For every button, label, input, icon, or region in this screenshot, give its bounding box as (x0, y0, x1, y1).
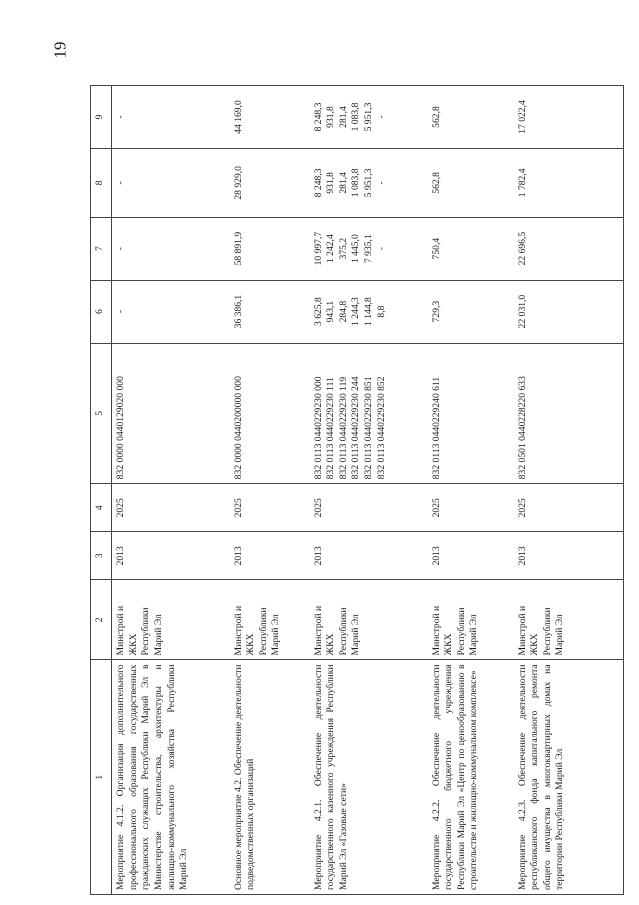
amount-value: 750,4 (430, 237, 442, 260)
amount-value: 22 031,0 (516, 294, 528, 329)
start-year-cell: 2013 (428, 532, 514, 580)
executor-cell: Минстрой и ЖКХ Республики Марий Эл (514, 580, 624, 660)
amount-cell (310, 149, 428, 218)
budget-table (90, 85, 624, 895)
table-row (310, 86, 428, 895)
amount-value: 1 782,4 (516, 168, 528, 198)
amount-value: - (375, 181, 387, 185)
budget-code-cell (310, 343, 428, 484)
table-body (112, 86, 624, 895)
measure-name-cell: Мероприятие 4.1.2. Организация дополнительного профессионального образования государственных гражданских служащих Республики Марий Эл в Министерстве строительства, архитектуры и жилищно-коммунального хозяйства Республики Марий Эл (112, 660, 230, 895)
amount-value: 36 386,1 (232, 294, 244, 329)
amount-value: 281,4 (337, 106, 349, 128)
amount-cell (514, 149, 624, 218)
budget-code-line: 832 0501 0440228220 633 (516, 376, 528, 480)
amount-value: - (115, 181, 126, 185)
measure-name-cell: Мероприятие 4.2.1. Обеспечение деятельности государственного казенного учреждения Республики Марий Эл «Газовые сети» (310, 660, 428, 895)
amount-value: 8 248,3 (312, 168, 324, 198)
amount-value: 284,8 (337, 300, 349, 323)
amount-value: - (375, 247, 387, 251)
amount-cell (230, 149, 310, 218)
column-header: 1 (91, 660, 112, 895)
amount-value: 7 935,1 (363, 234, 375, 264)
amount-cell (112, 217, 230, 280)
page-number: 19 (50, 41, 70, 59)
amount-value: 8,8 (375, 305, 387, 318)
amount-cell (112, 86, 230, 149)
measure-name-cell: Мероприятие 4.2.3. Обеспечение деятельности республиканского фонда капитального ремонта общего имущества в многоквартирных домах на территории Республики Марий Эл (514, 660, 624, 895)
end-year-cell: 2025 (310, 484, 428, 532)
end-year-cell: 2025 (428, 484, 514, 532)
column-header: 5 (91, 343, 112, 484)
table-row (428, 86, 514, 895)
budget-code-line: 832 0000 0440200000 000 (232, 376, 244, 480)
amount-value: 8 248,3 (312, 102, 324, 132)
table-row (514, 86, 624, 895)
amount-value: 1 242,4 (325, 234, 337, 264)
amount-value: 562,8 (430, 172, 442, 194)
amount-cell (230, 280, 310, 343)
amount-value: 562,8 (430, 106, 442, 128)
amount-value: - (115, 115, 126, 119)
amount-value: 58 891,9 (232, 231, 244, 266)
amount-cell (514, 217, 624, 280)
amount-cell (310, 280, 428, 343)
amount-value: 1 445,0 (350, 234, 362, 264)
amount-value: 281,4 (337, 172, 349, 194)
amount-value: 375,2 (337, 237, 349, 260)
amount-cell (428, 280, 514, 343)
budget-code-line: 832 0113 0440229230 111 (325, 377, 337, 480)
amount-value: 5 951,3 (363, 168, 375, 198)
amount-value: 943,1 (325, 300, 337, 323)
start-year-cell: 2013 (112, 532, 230, 580)
amount-value: 22 696,5 (516, 231, 528, 266)
amount-cell (112, 149, 230, 218)
budget-code-line: 832 0113 0440229230 244 (350, 376, 362, 480)
end-year-cell: 2025 (514, 484, 624, 532)
column-header: 4 (91, 484, 112, 532)
end-year-cell: 2025 (230, 484, 310, 532)
column-header: 2 (91, 580, 112, 660)
table-row (230, 86, 310, 895)
amount-value: 931,8 (325, 172, 337, 194)
amount-cell (310, 217, 428, 280)
executor-cell: Минстрой и ЖКХ Республики Марий Эл (112, 580, 230, 660)
end-year-cell: 2025 (112, 484, 230, 532)
column-header: 6 (91, 280, 112, 343)
table-row (112, 86, 230, 895)
measure-name-cell: Мероприятие 4.2.2. Обеспечение деятельности государственного бюджетного учреждения Республики Марий Эл «Центр по ценообразованию в строительстве и жилищно-коммунальном комплексе» (428, 660, 514, 895)
column-header: 7 (91, 217, 112, 280)
executor-cell: Минстрой и ЖКХ Республики Марий Эл (230, 580, 310, 660)
rotated-table-container (90, 85, 630, 895)
amount-value: 10 997,7 (312, 231, 324, 266)
amount-value: 44 169,0 (232, 100, 244, 134)
amount-value: 1 144,8 (363, 297, 375, 326)
amount-value: 1 244,3 (350, 297, 362, 326)
budget-code-cell (112, 343, 230, 484)
amount-value: 729,3 (430, 300, 442, 323)
budget-code-cell (230, 343, 310, 484)
amount-cell (428, 217, 514, 280)
amount-cell (310, 86, 428, 149)
amount-cell (230, 217, 310, 280)
amount-cell (112, 280, 230, 343)
budget-code-cell (428, 343, 514, 484)
amount-value: 5 951,3 (363, 102, 375, 132)
amount-value: 17 022,4 (516, 100, 528, 134)
amount-cell (514, 280, 624, 343)
amount-value: 28 929,0 (232, 166, 244, 200)
amount-value: 1 083,8 (350, 168, 362, 198)
amount-value: 1 083,8 (350, 102, 362, 132)
amount-cell (428, 149, 514, 218)
executor-cell: Минстрой и ЖКХ Республики Марий Эл (428, 580, 514, 660)
column-number-row (91, 86, 112, 895)
budget-code-line: 832 0113 0440229230 851 (363, 376, 375, 480)
amount-cell (514, 86, 624, 149)
amount-cell (428, 86, 514, 149)
amount-value: - (115, 309, 126, 314)
amount-value: - (115, 247, 126, 251)
column-header: 9 (91, 86, 112, 149)
executor-cell: Минстрой и ЖКХ Республики Марий Эл (310, 580, 428, 660)
amount-value: 3 625,8 (312, 297, 324, 326)
budget-code-line: 832 0113 0440229240 611 (430, 376, 442, 480)
column-header: 3 (91, 532, 112, 580)
start-year-cell: 2013 (310, 532, 428, 580)
start-year-cell: 2013 (514, 532, 624, 580)
budget-code-line: 832 0000 0440129020 000 (115, 376, 126, 480)
amount-value: - (375, 115, 387, 119)
column-header: 8 (91, 149, 112, 218)
budget-code-line: 832 0113 0440229230 000 (312, 376, 324, 480)
budget-code-cell (514, 343, 624, 484)
amount-value: 931,8 (325, 106, 337, 128)
budget-code-line: 832 0113 0440229230 852 (375, 376, 387, 480)
amount-cell (230, 86, 310, 149)
budget-code-line: 832 0113 0440229230 119 (337, 376, 349, 480)
start-year-cell: 2013 (230, 532, 310, 580)
measure-name-cell: Основное мероприятие 4.2. Обеспечение деятельности подведомственных организаций (230, 660, 310, 895)
